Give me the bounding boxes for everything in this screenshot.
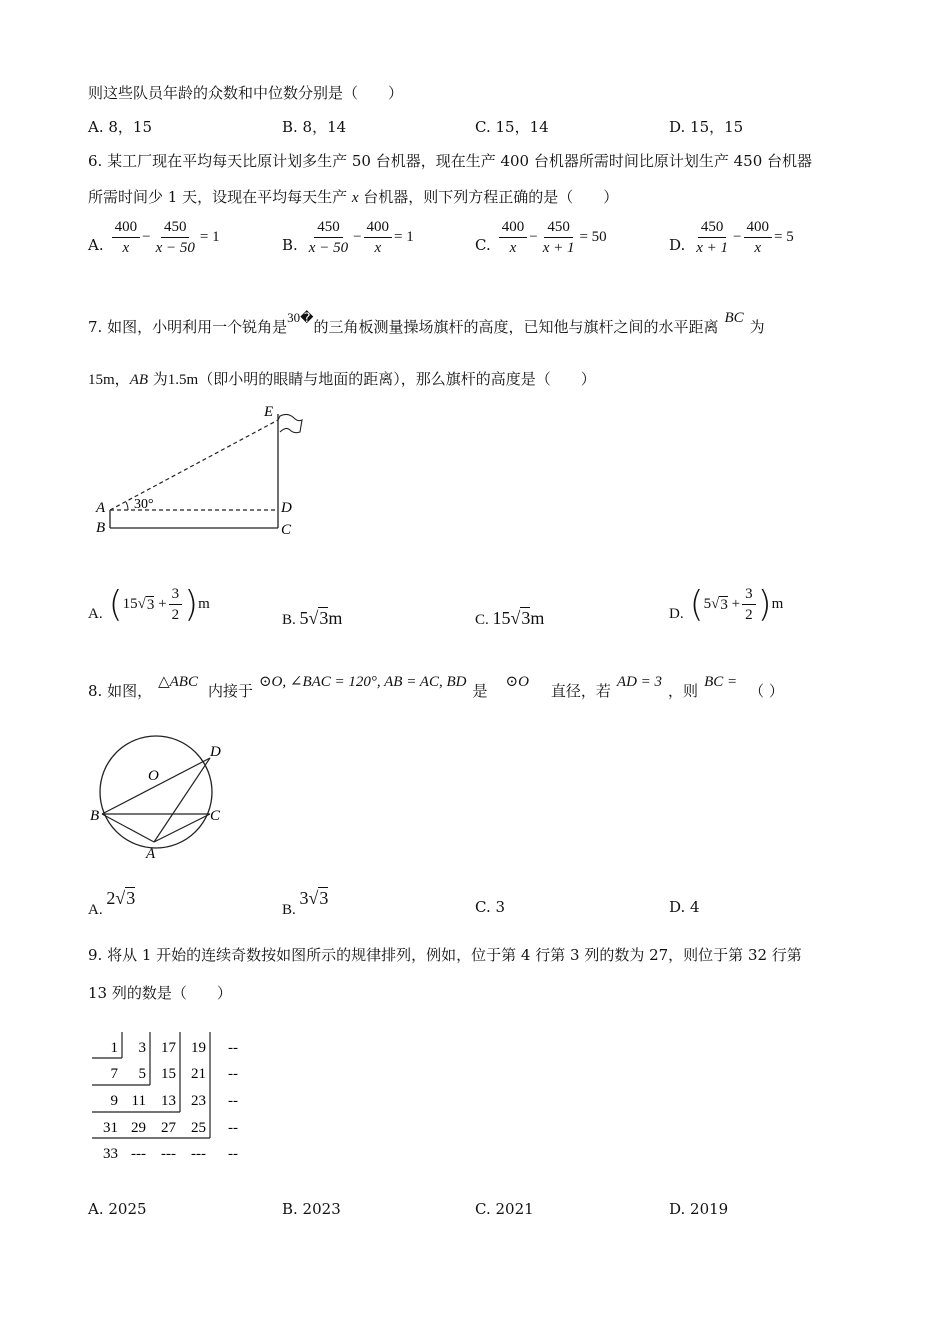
q9-number-grid <box>88 1030 248 1166</box>
q5-option-a: A. 8，15 <box>88 118 152 136</box>
label-angle: 30° <box>134 497 154 512</box>
grid-cell: -- <box>228 1066 238 1082</box>
q9-stem-line2: 13 列的数是（ ） <box>88 984 232 1002</box>
q5-option-c: C. 15，14 <box>475 118 549 136</box>
grid-cell: 17 <box>161 1040 176 1056</box>
q8-option-d: D. 4 <box>669 898 700 916</box>
diameter-bd <box>102 758 210 814</box>
grid-cell: 13 <box>161 1093 176 1109</box>
q7-option-b: B. 5√3m <box>282 608 343 628</box>
chord-ad <box>154 758 210 842</box>
q6-option-b: B. $\frac{450}{x - 50}$ − $\frac{400}{x}$ = 1 <box>282 219 414 256</box>
grid-cell: -- <box>228 1040 238 1056</box>
label-b: B <box>90 808 100 824</box>
q8-circle-figure <box>86 728 236 864</box>
chord-ac <box>154 814 210 842</box>
q9-option-a: A. 2025 <box>88 1200 147 1218</box>
grid-cell: 5 <box>138 1066 146 1082</box>
q7-stem-line2: 15m，AB 为1.5m（即小明的眼睛与地面的距离），那么旗杆的高度是（ ） <box>88 370 596 388</box>
grid-cell: 19 <box>191 1040 206 1056</box>
chord-ab <box>102 814 154 842</box>
angle-arc <box>126 502 128 510</box>
grid-cell: 33 <box>103 1146 118 1162</box>
label-e: E <box>264 404 274 420</box>
q9-option-c: C. 2021 <box>475 1200 534 1218</box>
q6-option-c: C. $\frac{400}{x}$ − $\frac{450}{x + 1}$ = 50 <box>475 219 607 256</box>
circle-o <box>100 736 212 848</box>
q5-option-d: D. 15，15 <box>669 118 744 136</box>
q7-option-c: C. 15√3m <box>475 608 545 628</box>
grid-cell: -- <box>228 1093 238 1109</box>
grid-cell: 9 <box>110 1093 118 1109</box>
grid-cell: 7 <box>110 1066 118 1082</box>
label-d: D <box>210 744 221 760</box>
label-c: C <box>281 522 292 538</box>
grid-cell: -- <box>228 1120 238 1136</box>
grid-cell: 23 <box>191 1093 206 1109</box>
q7-option-d: D. ( 5 √ 3 + $\frac{3}{2}$ ) m <box>669 584 784 625</box>
grid-cell: --- <box>131 1146 146 1162</box>
q5-stem: 则这些队员年龄的众数和中位数分别是（ ） <box>88 84 404 102</box>
q7-flagpole-figure <box>88 398 318 544</box>
flag-icon <box>278 414 302 432</box>
grid-cell: 15 <box>161 1066 176 1082</box>
label-c: C <box>210 808 221 824</box>
q7-stem-line1: 7. 如图，小明利用一个锐角是30�的三角板测量操场旗杆的高度，已知他与旗杆之间的水平距离 BC 为 <box>88 310 765 336</box>
q6-option-a: A. $\frac{400}{x}$ − $\frac{450}{x - 50}$ = 1 <box>88 219 220 256</box>
q8-option-b: B. 3√3 <box>282 888 329 918</box>
grid-cell: 31 <box>103 1120 118 1136</box>
label-b: B <box>96 520 106 536</box>
q8-option-c: C. 3 <box>475 898 506 916</box>
label-d: D <box>281 500 292 516</box>
q9-option-d: D. 2019 <box>669 1200 729 1218</box>
grid-numbers <box>103 1040 238 1162</box>
grid-cell: 1 <box>110 1040 118 1056</box>
grid-cell: --- <box>161 1146 176 1162</box>
grid-cell: 11 <box>131 1093 146 1109</box>
label-o: O <box>148 768 159 784</box>
grid-cell: 3 <box>138 1040 146 1056</box>
q8-option-a: A. 2√3 <box>88 888 136 918</box>
grid-cell: 29 <box>131 1120 146 1136</box>
q7-option-a: A. ( 15 √ 3 + $\frac{3}{2}$ ) m <box>88 584 210 625</box>
q6-stem-line2: 所需时间少 1 天，设现在平均每天生产 x 台机器，则下列方程正确的是（ ） <box>88 188 619 206</box>
q8-stem: 8. 如图， △ABC 内接于 ⊙O, ∠BAC = 120°, AB = AC, BD 是 ⊙O 直径，若 AD = 3 ，则 BC = （ ） <box>88 674 784 700</box>
q9-option-b: B. 2023 <box>282 1200 341 1218</box>
q6-stem-line1: 6. 某工厂现在平均每天比原计划多生产 50 台机器，现在生产 400 台机器所需时间比原计划生产 450 台机器 <box>88 152 813 170</box>
grid-cell: --- <box>191 1146 206 1162</box>
q5-option-b: B. 8，14 <box>282 118 347 136</box>
grid-cell: -- <box>228 1146 238 1162</box>
q9-stem-line1: 9. 将从 1 开始的连续奇数按如图所示的规律排列，例如，位于第 4 行第 3 列的数为 27，则位于第 32 行第 <box>88 946 802 964</box>
grid-cell: 25 <box>191 1120 206 1136</box>
label-a: A <box>146 846 156 862</box>
grid-cell: 21 <box>191 1066 206 1082</box>
q6-option-d: D. $\frac{450}{x + 1}$ − $\frac{400}{x}$ = 5 <box>669 219 794 256</box>
grid-cell: 27 <box>161 1120 176 1136</box>
label-a: A <box>96 500 106 516</box>
